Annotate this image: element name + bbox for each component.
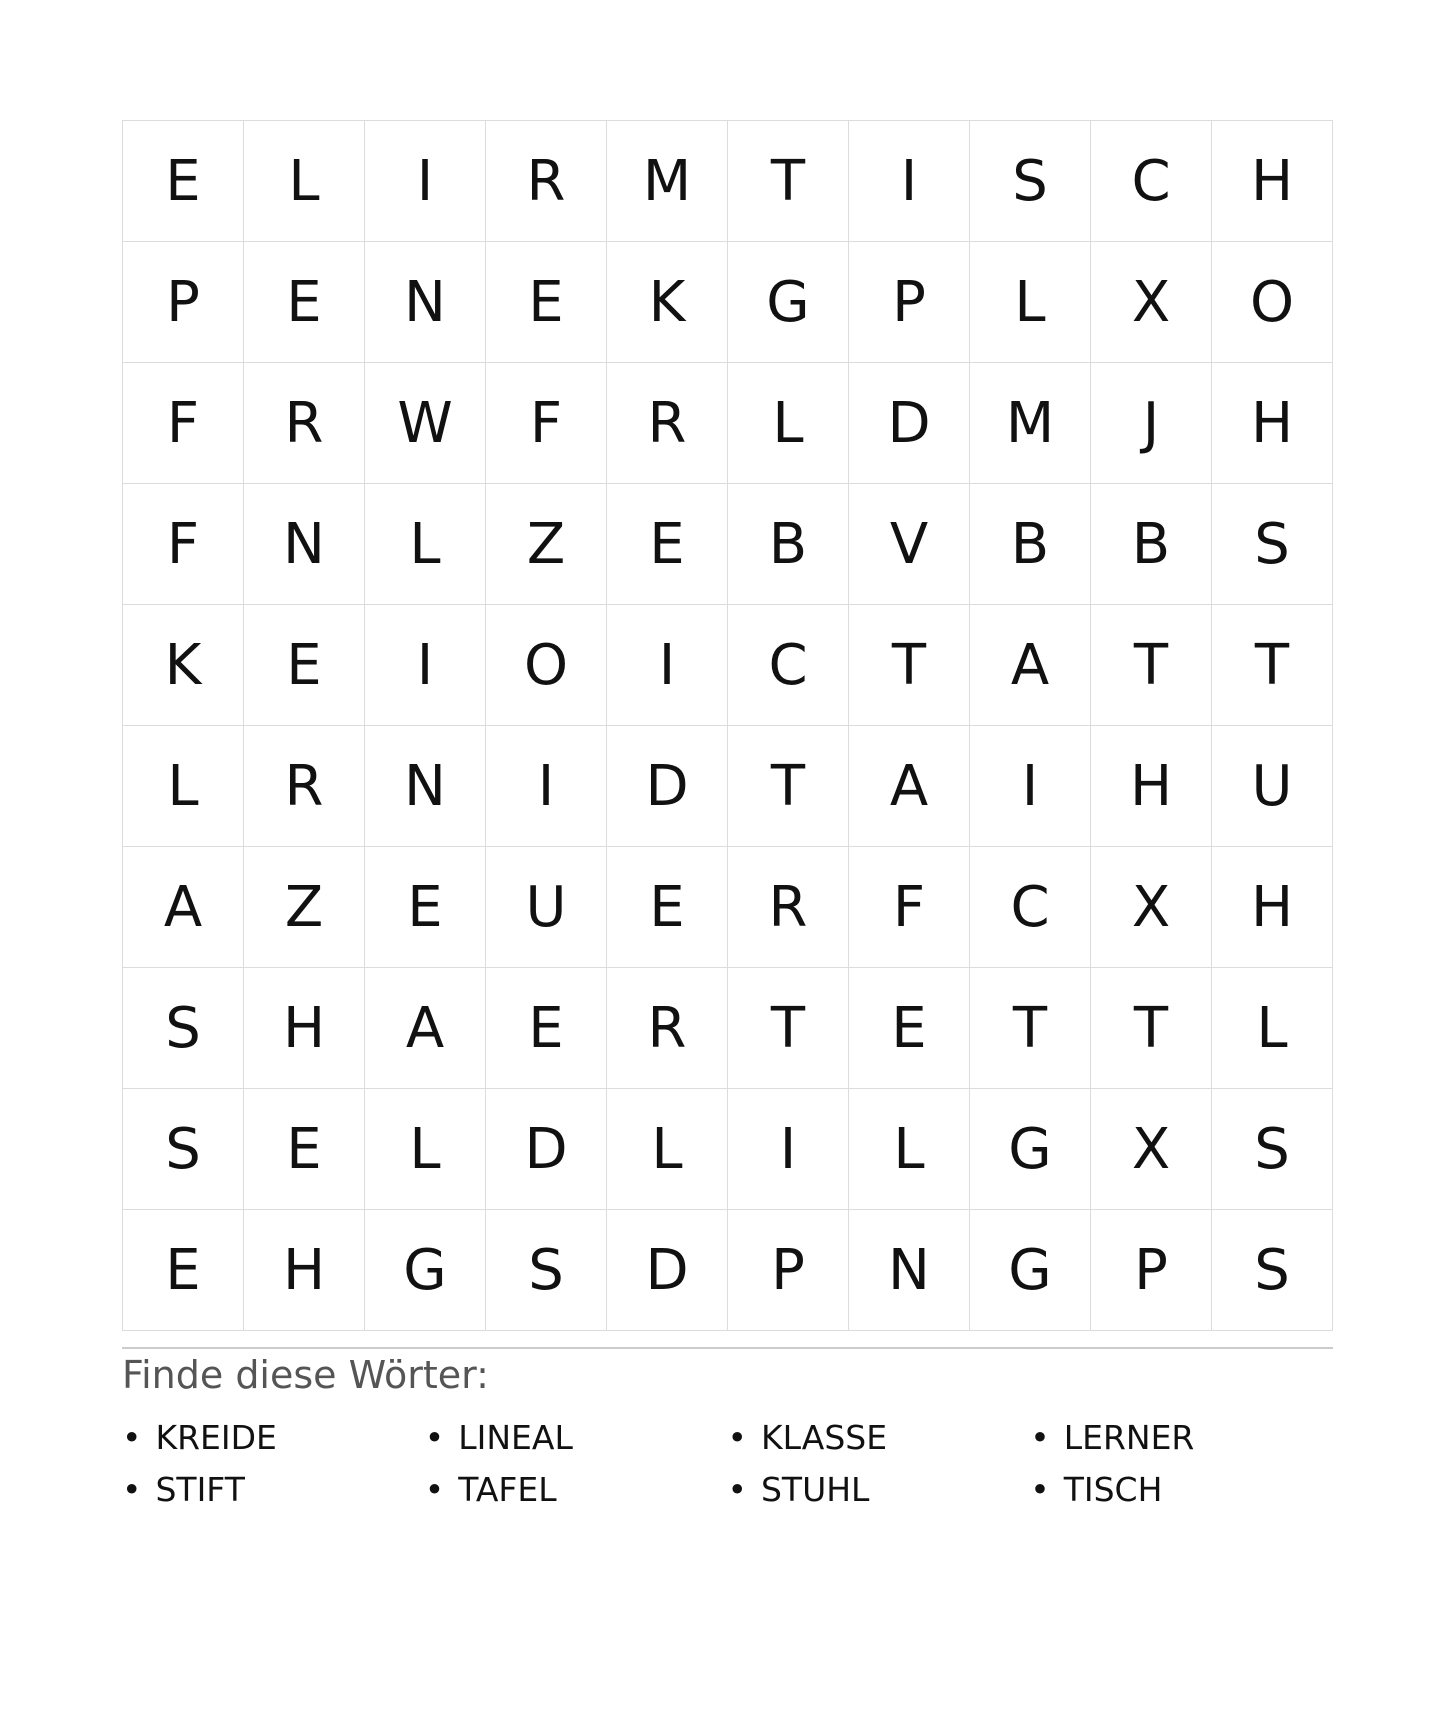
grid-cell[interactable]: E	[123, 1210, 244, 1331]
grid-cell[interactable]: H	[1212, 847, 1333, 968]
grid-cell[interactable]: U	[486, 847, 607, 968]
word-label: KREIDE	[155, 1417, 277, 1457]
grid-cell[interactable]: L	[244, 121, 365, 242]
grid-cell[interactable]: E	[244, 605, 365, 726]
grid-cell[interactable]: F	[123, 363, 244, 484]
grid-cell[interactable]: T	[1091, 968, 1212, 1089]
grid-cell[interactable]: I	[365, 121, 486, 242]
grid-cell[interactable]: T	[728, 726, 849, 847]
grid-cell[interactable]: V	[849, 484, 970, 605]
grid-cell[interactable]: E	[607, 484, 728, 605]
word-list-item	[122, 1463, 425, 1515]
grid-cell[interactable]: C	[728, 605, 849, 726]
grid-cell[interactable]: R	[244, 363, 365, 484]
grid-cell[interactable]: S	[1212, 484, 1333, 605]
grid-cell[interactable]: N	[365, 242, 486, 363]
grid-cell[interactable]: P	[1091, 1210, 1212, 1331]
grid-cell[interactable]: B	[1091, 484, 1212, 605]
bullet-icon: •	[727, 1417, 747, 1457]
grid-cell[interactable]: R	[607, 968, 728, 1089]
grid-cell[interactable]: G	[970, 1089, 1091, 1210]
grid-cell[interactable]: U	[1212, 726, 1333, 847]
grid-cell[interactable]: T	[728, 968, 849, 1089]
grid-cell[interactable]: X	[1091, 242, 1212, 363]
word-label: TAFEL	[458, 1469, 557, 1509]
word-search-grid	[122, 120, 1333, 1331]
grid-cell[interactable]: E	[486, 242, 607, 363]
grid-cell[interactable]: O	[1212, 242, 1333, 363]
grid-cell[interactable]: F	[486, 363, 607, 484]
grid-cell[interactable]: T	[849, 605, 970, 726]
grid-cell[interactable]: I	[728, 1089, 849, 1210]
grid-cell[interactable]: L	[849, 1089, 970, 1210]
grid-cell[interactable]: L	[970, 242, 1091, 363]
word-list-item	[425, 1411, 728, 1463]
grid-cell[interactable]: J	[1091, 363, 1212, 484]
grid-cell[interactable]: L	[728, 363, 849, 484]
grid-cell[interactable]: T	[1091, 605, 1212, 726]
grid-cell[interactable]: R	[607, 363, 728, 484]
grid-cell[interactable]: B	[728, 484, 849, 605]
grid-cell[interactable]: B	[970, 484, 1091, 605]
grid-cell[interactable]: S	[123, 1089, 244, 1210]
grid-cell[interactable]: A	[365, 968, 486, 1089]
grid-cell[interactable]: S	[1212, 1210, 1333, 1331]
bullet-icon: •	[727, 1469, 747, 1509]
grid-cell[interactable]: I	[849, 121, 970, 242]
word-list-heading: Finde diese Wörter:	[122, 1353, 489, 1397]
grid-cell[interactable]: H	[244, 968, 365, 1089]
grid-cell[interactable]: Z	[486, 484, 607, 605]
grid-cell[interactable]: E	[607, 847, 728, 968]
grid-cell[interactable]: N	[849, 1210, 970, 1331]
grid-cell[interactable]: E	[849, 968, 970, 1089]
grid-cell[interactable]: A	[970, 605, 1091, 726]
word-label: TISCH	[1063, 1469, 1163, 1509]
grid-cell[interactable]: C	[1091, 121, 1212, 242]
word-label: LINEAL	[458, 1417, 573, 1457]
grid-cell[interactable]: I	[970, 726, 1091, 847]
grid-cell[interactable]: R	[244, 726, 365, 847]
word-label: LERNER	[1063, 1417, 1195, 1457]
grid-cell[interactable]: E	[365, 847, 486, 968]
grid-cell[interactable]: G	[728, 242, 849, 363]
grid-cell[interactable]: N	[365, 726, 486, 847]
word-list-item	[425, 1463, 728, 1515]
grid-cell[interactable]: C	[970, 847, 1091, 968]
grid-cell[interactable]: H	[1212, 121, 1333, 242]
word-list-item	[122, 1411, 425, 1463]
grid-cell[interactable]: P	[849, 242, 970, 363]
grid-cell[interactable]: I	[486, 726, 607, 847]
grid-cell[interactable]: F	[123, 484, 244, 605]
grid-cell[interactable]: H	[244, 1210, 365, 1331]
grid-cell[interactable]: T	[728, 121, 849, 242]
grid-cell[interactable]: D	[607, 726, 728, 847]
grid-cell[interactable]: I	[607, 605, 728, 726]
word-list-item	[1030, 1411, 1333, 1463]
grid-cell[interactable]: G	[365, 1210, 486, 1331]
grid-cell[interactable]: H	[1091, 726, 1212, 847]
grid-cell[interactable]: E	[486, 968, 607, 1089]
grid-cell[interactable]: K	[607, 242, 728, 363]
grid-cell[interactable]: N	[244, 484, 365, 605]
grid-cell[interactable]: E	[123, 121, 244, 242]
word-list-item	[728, 1463, 1031, 1515]
grid-cell[interactable]: X	[1091, 1089, 1212, 1210]
grid-cell[interactable]: P	[123, 242, 244, 363]
grid-cell[interactable]: X	[1091, 847, 1212, 968]
word-label: STIFT	[155, 1469, 245, 1509]
bullet-icon: •	[122, 1417, 142, 1457]
grid-cell[interactable]: L	[365, 484, 486, 605]
grid-cell[interactable]: W	[365, 363, 486, 484]
grid-cell[interactable]: O	[486, 605, 607, 726]
grid-cell[interactable]: F	[849, 847, 970, 968]
grid-cell[interactable]: S	[1212, 1089, 1333, 1210]
grid-cell[interactable]: M	[607, 121, 728, 242]
grid-cell[interactable]: L	[365, 1089, 486, 1210]
word-list-item	[728, 1411, 1031, 1463]
grid-cell[interactable]: T	[1212, 605, 1333, 726]
grid-cell[interactable]: D	[849, 363, 970, 484]
grid-cell[interactable]: L	[1212, 968, 1333, 1089]
grid-cell[interactable]: Z	[244, 847, 365, 968]
grid-cell[interactable]: S	[486, 1210, 607, 1331]
grid-cell[interactable]: A	[849, 726, 970, 847]
grid-cell[interactable]: S	[123, 968, 244, 1089]
grid-cell[interactable]: I	[365, 605, 486, 726]
bullet-icon: •	[122, 1469, 142, 1509]
grid-cell[interactable]: E	[244, 242, 365, 363]
bullet-icon: •	[424, 1469, 445, 1509]
grid-cell[interactable]: A	[123, 847, 244, 968]
bullet-icon: •	[424, 1417, 445, 1457]
grid-cell[interactable]: D	[486, 1089, 607, 1210]
word-list	[122, 1411, 1333, 1515]
grid-cell[interactable]: E	[244, 1089, 365, 1210]
grid-cell[interactable]: L	[123, 726, 244, 847]
grid-cell[interactable]: D	[607, 1210, 728, 1331]
grid-cell[interactable]: K	[123, 605, 244, 726]
word-label: STUHL	[760, 1469, 870, 1509]
grid-cell[interactable]: T	[970, 968, 1091, 1089]
grid-cell[interactable]: S	[970, 121, 1091, 242]
grid-cell[interactable]: G	[970, 1210, 1091, 1331]
word-list-item	[1030, 1463, 1333, 1515]
grid-cell[interactable]: M	[970, 363, 1091, 484]
bullet-icon: •	[1030, 1469, 1050, 1509]
grid-cell[interactable]: H	[1212, 363, 1333, 484]
grid-cell[interactable]: P	[728, 1210, 849, 1331]
bullet-icon: •	[1030, 1417, 1050, 1457]
grid-cell[interactable]: R	[486, 121, 607, 242]
grid-cell[interactable]: R	[728, 847, 849, 968]
divider	[122, 1347, 1333, 1349]
word-label: KLASSE	[760, 1417, 888, 1457]
grid-cell[interactable]: L	[607, 1089, 728, 1210]
